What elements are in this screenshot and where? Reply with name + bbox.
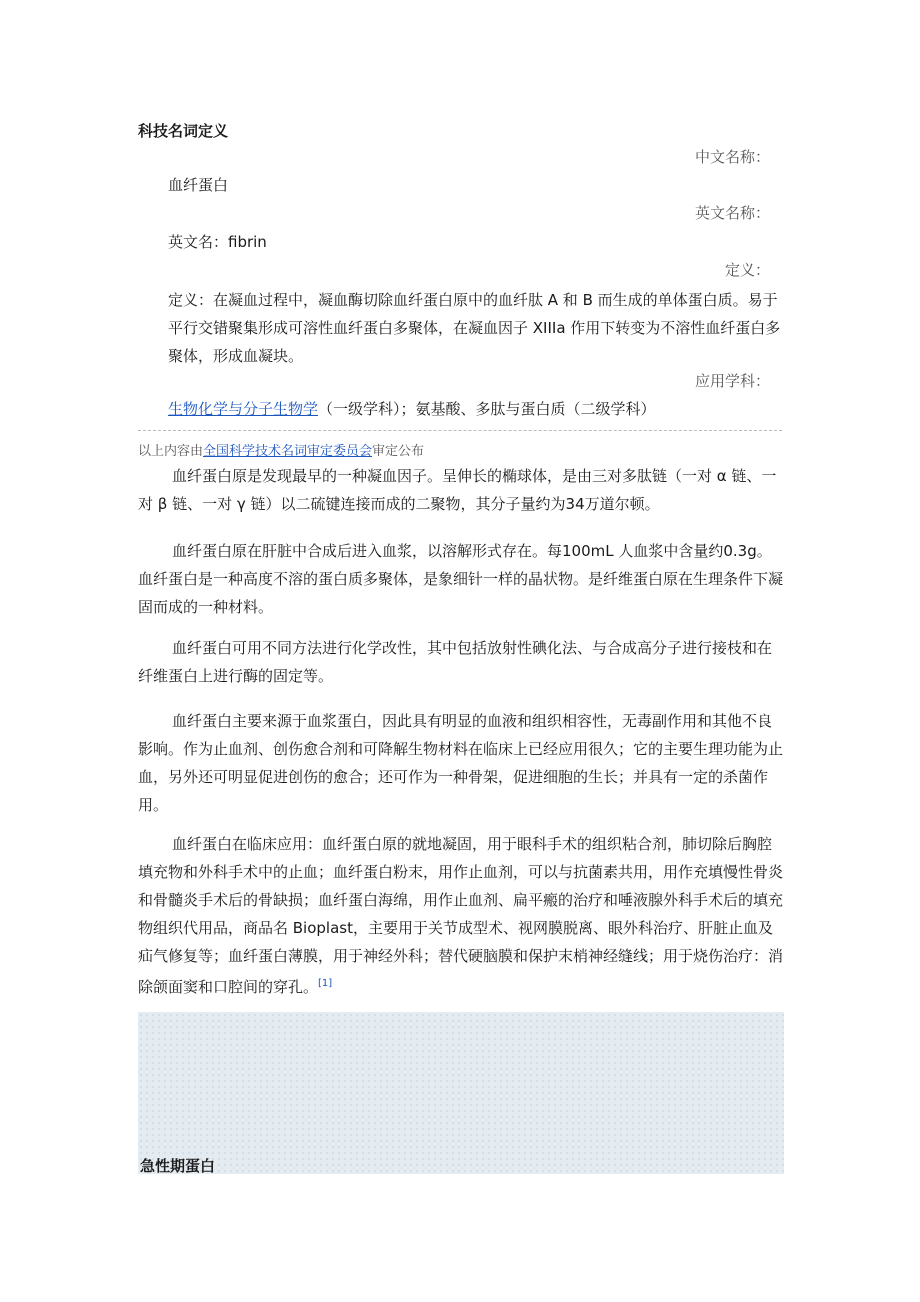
definition-label: 定义： [724, 261, 770, 279]
paragraph: 血纤蛋白原是发现最早的一种凝血因子。呈伸长的椭球体，是由三对多肽链（一对 α 链、一对 β 链、一对 γ 链）以二硫键连接而成的二聚物，其分子量约为34万道尔顿。 [138, 467, 777, 513]
paragraph-text: 血纤蛋白在临床应用：血纤蛋白原的就地凝固，用于眼科手术的组织粘合剂，肺切除后胸腔填充物和外科手术中的止血；血纤蛋白粉末，用作止血剂，可以与抗菌素共用，用作充填慢性骨炎和骨髓炎手术后的骨缺损；血纤蛋白海绵，用作止血剂、扁平瘢的治疗和唾液腺外科手术后的填充物组织代用品，商品名 Bioplast，主要用于关节成型术、视网膜脱离、眼外科治疗、肝脏止血及疝气修复等；血纤蛋白薄膜，用于神经外科；替代硬脑膜和保护末梢神经缝线；用于烧伤治疗：消除颌面窦和口腔间的穿孔。 [138, 835, 784, 996]
section-title: 科技名词定义 [138, 122, 229, 140]
definition-value: 定义：在凝血过程中，凝血酶切除血纤蛋白原中的血纤肽 A 和 B 而生成的单体蛋白质。易于平行交错聚集形成可溶性血纤蛋白多聚体，在凝血因子 XIIIa 作用下转变为不溶性血纤蛋白多聚体，形成血凝块。 [168, 291, 781, 365]
en-name-value: 英文名：fibrin [168, 233, 267, 251]
cn-name-label: 中文名称： [694, 148, 770, 166]
subject-line [168, 398, 656, 419]
next-section-title: 急性期蛋白 [140, 1157, 216, 1175]
source-link[interactable]: 全国科学技术名词审定委员会 [203, 444, 373, 459]
en-name-label: 英文名称： [694, 204, 770, 222]
subject-rest: （一级学科）；氨基酸、多肽与蛋白质（二级学科） [318, 400, 656, 418]
source-suffix: 审定公布 [372, 444, 425, 459]
paragraph: 血纤蛋白主要来源于血浆蛋白，因此具有明显的血液和组织相容性，无毒副作用和其他不良影响。作为止血剂、创伤愈合剂和可降解生物材料在临床上已经应用很久；它的主要生理功能为止血，另外还可明显促进创伤的愈合；还可作为一种骨架，促进细胞的生长；并具有一定的杀菌作用。 [138, 712, 784, 814]
paragraph [138, 830, 784, 1001]
source-line [138, 440, 424, 459]
subject-label: 应用学科： [694, 372, 770, 390]
reference-link[interactable]: [1] [318, 978, 333, 989]
paragraph: 血纤蛋白可用不同方法进行化学改性，其中包括放射性碘化法、与合成高分子进行接枝和在纤维蛋白上进行酶的固定等。 [138, 639, 773, 685]
cn-name-value: 血纤蛋白 [168, 176, 229, 194]
subject-link[interactable]: 生物化学与分子生物学 [168, 400, 319, 418]
paragraph: 血纤蛋白原在肝脏中合成后进入血浆，以溶解形式存在。每100mL 人血浆中含量约0.3g。血纤蛋白是一种高度不溶的蛋白质多聚体，是象细针一样的晶状物。是纤维蛋白原在生理条件下凝固而成的一种材料。 [138, 542, 784, 616]
divider [138, 430, 782, 431]
image-placeholder [138, 1012, 784, 1174]
source-prefix: 以上内容由 [138, 444, 204, 459]
